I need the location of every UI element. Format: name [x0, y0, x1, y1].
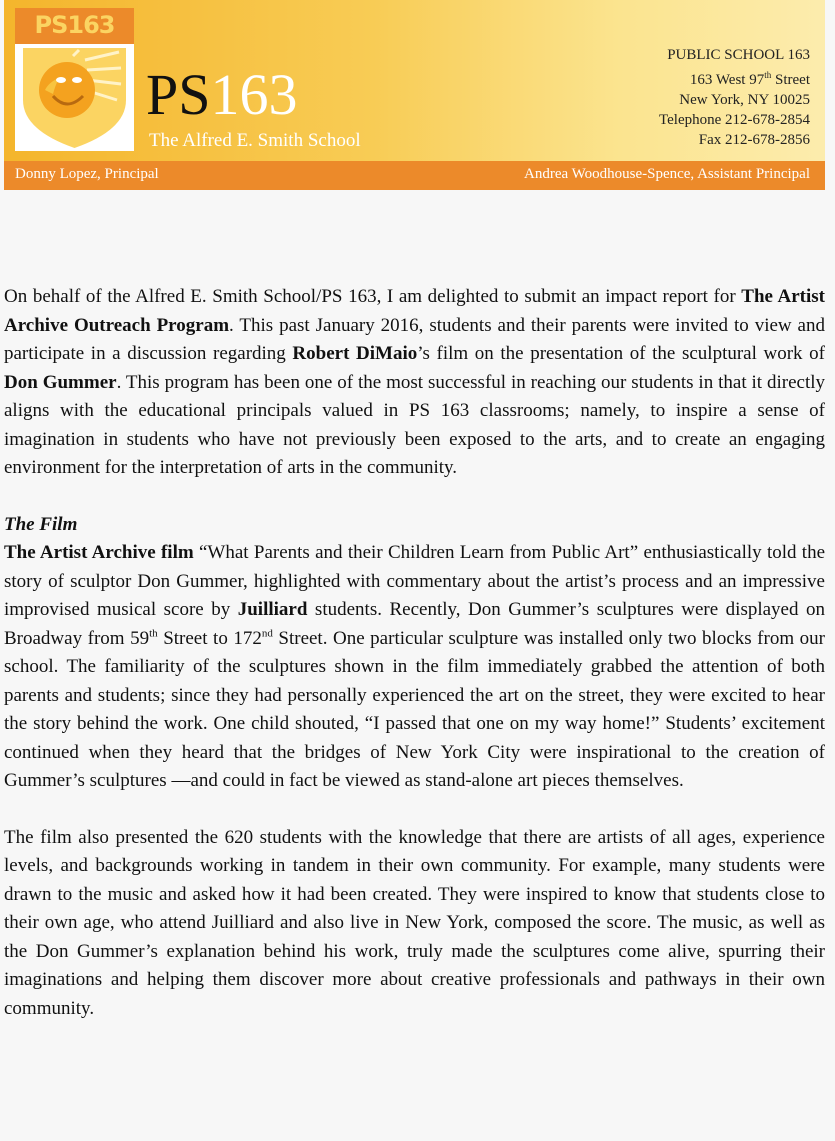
- paragraph-gap: [4, 483, 825, 511]
- paragraph-film: The Artist Archive film “What Parents and their Children Learn from Public Art” enthusiastically told the story of sculptor Don Gummer, highlighted with commentary about the artist’s process and an impressive improvised musical score by Juilliard students. Recently, Don Gummer’s sculptures were displayed on Broadway from 59th Street to 172nd Street. One particular sculpture was installed only two blocks from our school. The familiarity of the sculptures shown in the film immediately grabbed the attention of both parents and students; since they had personally experienced the art on the street, they were excited to hear the story behind the work. One child shouted, “I passed that one on my way home!” Students’ excitement continued when they heard that the bridges of New York City were inspirational to the creation of Gummer’s sculptures —and could in fact be viewed as stand-alone art pieces themselves.: [4, 542, 826, 791]
- letter-body: [4, 283, 825, 1023]
- paragraph-students: The film also presented the 620 students with the knowledge that there are artists of all ages, experience levels, and backgrounds working in tandem in their own community. For example, many students were drawn to the music and asked how it had been created. They were inspired to know that students close to their own age, who attend Juilliard and also live in New York, composed the score. The music, as well as the Don Gummer’s explanation behind his work, truly made the sculptures come alive, spurring their imaginations and helping them discover more about creative professionals and pathways in their own community.: [4, 826, 825, 1019]
- school-name-large: [146, 62, 298, 127]
- address-line-school: PUBLIC SCHOOL 163: [667, 47, 810, 63]
- school-crest-logo: [15, 8, 134, 151]
- school-address: [659, 45, 810, 150]
- letterhead-banner: [4, 0, 825, 161]
- school-subtitle: The Alfred E. Smith School: [149, 130, 361, 151]
- paragraph-intro: On behalf of the Alfred E. Smith School/PS 163, I am delighted to submit an impact report for The Artist Archive Outreach Program. This past January 2016, students and their parents were invited to view and participate in a discussion regarding Robert DiMaio’s film on the presentation of the sculptural work of Don Gummer. This program has been one of the most successful in reaching our students in that it directly aligns with the educational principals valued in PS 163 classrooms; namely, to inspire a sense of imagination in students who have not previously been exposed to the arts, and to create an engaging environment for the interpretation of arts in the community.: [4, 286, 826, 478]
- address-line-city: New York, NY 10025: [679, 92, 810, 108]
- school-name-prefix: PS: [146, 62, 211, 127]
- letterhead: [4, 0, 825, 190]
- logo-text: PS163: [34, 11, 115, 39]
- principal-name: Donny Lopez, Principal: [15, 166, 159, 182]
- school-name-number: 163: [210, 62, 298, 127]
- address-line-telephone: Telephone 212-678-2854: [659, 112, 810, 128]
- assistant-principal-name: Andrea Woodhouse-Spence, Assistant Principal: [524, 166, 810, 182]
- paragraph-gap: [4, 796, 825, 824]
- letterhead-staff-bar: [4, 161, 825, 190]
- address-line-street: 163 West 97th Street: [689, 70, 810, 88]
- section-heading-film: The Film: [4, 513, 78, 535]
- address-line-fax: Fax 212-678-2856: [698, 132, 810, 148]
